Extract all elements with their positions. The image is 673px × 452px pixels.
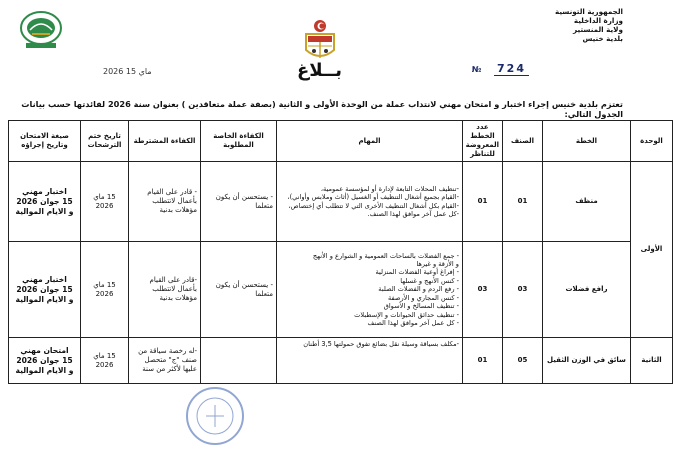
task-item: و الأزقة و غيرها xyxy=(416,260,459,269)
document-date: 2026 15 ماي xyxy=(103,67,152,76)
task-item: -القيام بجميع أشغال التنظيف أو الغسيل (أثاث وملابس وأواني)، xyxy=(287,193,459,202)
task-item: -كل عمل آخر موافق لهذا الصنف. xyxy=(367,209,459,218)
unit-cell: الثانية xyxy=(631,338,673,384)
competence-cell: - قادر على القيام بأعمال لاتتطلب مؤهلات بدنية xyxy=(129,162,201,242)
tasks-cell xyxy=(277,162,463,242)
national-emblem-icon xyxy=(296,18,344,64)
class-cell: 03 xyxy=(503,242,543,338)
count-cell: 01 xyxy=(463,338,503,384)
header-special: الكفاءة الخاصة المطلوبة xyxy=(201,121,277,162)
table-row xyxy=(9,242,673,338)
competence-cell: -له رخصة سياقة من صنف "ج" متحصل عليها لأكثر من سنة xyxy=(129,338,201,384)
exam-date: 15 جوان 2026 xyxy=(16,284,73,294)
header-unit: الوحدة xyxy=(631,121,673,162)
exam-type: امتحان مهني xyxy=(20,345,69,355)
tasks-cell xyxy=(277,338,463,384)
deadline-cell: 15 ماي 2026 xyxy=(81,162,129,242)
plan-cell: منظف xyxy=(543,162,631,242)
header-form: صيغة الامتحان وتاريخ إجراؤه xyxy=(9,121,81,162)
number-value: 724 xyxy=(494,62,529,76)
header-tasks: المهام xyxy=(277,121,463,162)
municipality-logo-icon xyxy=(18,10,64,50)
task-item: - إفراغ أوعية الفضلات المنزلية xyxy=(375,268,459,277)
task-item: -مكلف بسياقة وسيلة نقل بضائع تفوق حمولتها 3,5 أطنان xyxy=(303,340,459,348)
table-header-row xyxy=(9,121,673,162)
page-title: بــلاغ xyxy=(296,60,343,81)
count-cell: 01 xyxy=(463,162,503,242)
republic-name: الجمهورية التونسية xyxy=(554,7,623,16)
ministry-name: وزارة الداخلية xyxy=(573,16,623,25)
class-cell: 01 xyxy=(503,162,543,242)
task-item: - رفع الردم و الفضلات الصلبة xyxy=(378,285,459,294)
table-row xyxy=(9,338,673,384)
count-cell: 03 xyxy=(463,242,503,338)
form-cell xyxy=(9,162,81,242)
header-block xyxy=(555,7,623,43)
class-cell: 05 xyxy=(503,338,543,384)
recruitment-table xyxy=(8,120,673,384)
header-deadline: تاريخ ختم الترشحات xyxy=(81,121,129,162)
exam-following: و الايام الموالية xyxy=(15,294,74,304)
task-item: - كنس المجاري و الأرصفة xyxy=(388,293,459,302)
unit-cell: الأولى xyxy=(631,162,673,338)
header-class: الصنف xyxy=(503,121,543,162)
exam-type: اختبار مهني xyxy=(22,186,67,196)
special-cell: - يستحسن أن يكون متعلما xyxy=(201,242,277,338)
deadline-cell: 15 ماي 2026 xyxy=(81,242,129,338)
task-item: - جمع الفضلات بالساحات العمومية و الشوارع و الأنهج xyxy=(312,251,459,260)
plan-cell: رافع فضلات xyxy=(543,242,631,338)
form-cell xyxy=(9,242,81,338)
exam-following: و الايام الموالية xyxy=(15,206,74,216)
governorate-name: ولاية المنستير xyxy=(573,25,623,34)
exam-date: 15 جوان 2026 xyxy=(16,355,73,365)
exam-following: و الايام الموالية xyxy=(15,365,74,375)
header-plan: الخطة xyxy=(543,121,631,162)
tasks-cell xyxy=(277,242,463,338)
table-row xyxy=(9,162,673,242)
intro-paragraph: تعتزم بلدية خنيس إجراء اختبار و امتحان مهني لانتداب عملة من الوحدة الأولى و الثانية (بصفة عملة متعاقدين ) بعنوان سنة 2026 لفائدتها حسب بيانات الجدول التالي: xyxy=(21,99,623,119)
number-symbol: № xyxy=(471,65,482,74)
municipality-name: بلدية خنيس xyxy=(582,34,623,43)
official-stamp-icon xyxy=(184,385,246,447)
deadline-cell: 15 ماي 2026 xyxy=(81,338,129,384)
header-count: عدد الخطط المعروضة للتناظر xyxy=(463,121,503,162)
plan-cell: سائق في الوزن الثقيل xyxy=(543,338,631,384)
special-cell: - يستحسن أن يكون متعلما xyxy=(201,162,277,242)
form-cell xyxy=(9,338,81,384)
task-item: -القيام بكل أشغال التنظيف الأخرى التي لا تتطلب أي إختصاص، xyxy=(288,201,459,210)
special-cell xyxy=(201,338,277,384)
task-item: -تنظيف المحلات التابعة لإدارة أو لمؤسسة عمومية، xyxy=(320,184,459,193)
task-item: - كل عمل آخر موافق لهذا الصنف xyxy=(367,318,459,327)
header-competence: الكفاءة المشترطة xyxy=(129,121,201,162)
competence-cell: -قادر على القيام بأعمال لاتتطلب مؤهلات بدنية xyxy=(129,242,201,338)
task-item: - تنظيف حدائق الحيوانات و الإسطبلات xyxy=(354,310,459,319)
exam-date: 15 جوان 2026 xyxy=(16,196,73,206)
task-item: - كنس الأنهج و غسلها xyxy=(400,276,459,285)
exam-type: اختبار مهني xyxy=(22,274,67,284)
task-item: - تنظيف المسالخ و الأسواق xyxy=(383,302,459,311)
